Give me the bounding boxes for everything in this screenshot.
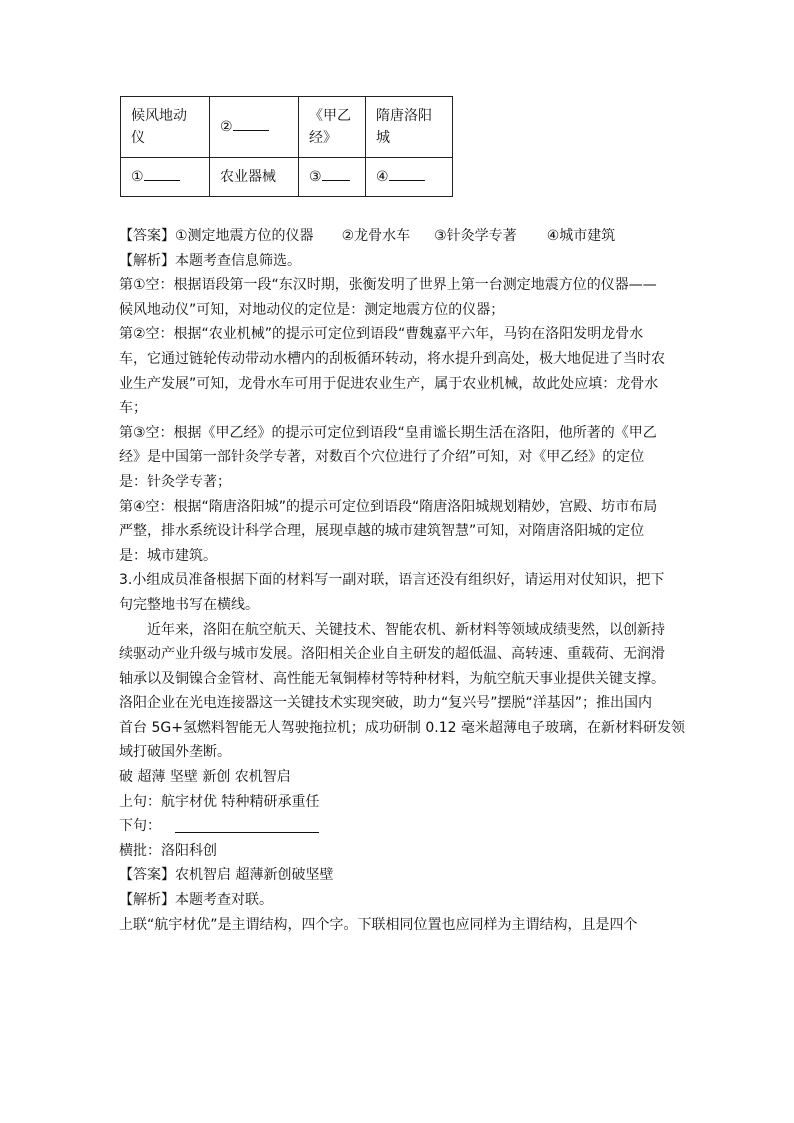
cell-text: ③ (309, 169, 322, 185)
analysis-label: 【解析】 (119, 252, 175, 269)
cell-text: 经》 (309, 130, 337, 146)
table-row (121, 158, 453, 197)
analysis-line: 是：城市建筑。 (119, 547, 217, 564)
answer-text: 农机智启 超薄新创破坚壁 (175, 867, 334, 884)
analysis-line: 经》是中国第一部针灸学专著，对数百个穴位进行了介绍”可知，对《甲乙经》的定位 (119, 449, 645, 466)
table-cell (210, 158, 299, 197)
question-line: 3.小组成员准备根据下面的材料写一副对联，语言还没有组织好，请运用对仗知识，把下 (119, 572, 665, 589)
answer-item: ④城市建筑 (546, 228, 616, 244)
answer-item: ②龙骨水车 (341, 228, 411, 244)
material-line: 近年来，洛阳在航空航天、关键技术、智能农机、新材料等领域成绩斐然，以创新持 (147, 621, 665, 638)
answer-item: ①测定地震方位的仪器 (175, 228, 314, 244)
table-cell (299, 97, 366, 158)
material-line: 洛阳企业在光电连接器这一关键技术实现突破，助力“复兴号”摆脱“洋基因”；推出国内 (119, 695, 653, 712)
cell-text: 候风地动仪 (131, 108, 187, 146)
analysis-intro: 本题考查信息筛选。 (175, 252, 301, 269)
fill-blank-line (322, 166, 350, 181)
answer-label: 【答案】 (119, 228, 175, 244)
analysis-line: 是：针灸学专著； (119, 473, 231, 490)
word-bank: 破 超薄 坚壁 新创 农机智启 (119, 769, 291, 786)
analysis-line: 候风地动仪”可知，对地动仪的定位是：测定地震方位的仪器； (119, 301, 505, 318)
table-cell (210, 97, 299, 158)
analysis-line: 第③空：根据《甲乙经》的提示可定位到语段“皇甫谧长期生活在洛阳，他所著的《甲乙 (119, 424, 657, 441)
answer-line (119, 863, 675, 888)
analysis-line: 第④空：根据“隋唐洛阳城”的提示可定位到语段“隋唐洛阳城规划精妙，宫殿、坊市布局 (119, 498, 658, 515)
table-cell (366, 97, 453, 158)
material-line: 首台 5G+氢燃料智能无人驾驶拖拉机；成功研制 0.12 毫米超薄电子玻璃，在新材料研发领 (119, 719, 686, 736)
analysis-line: 车，它通过链轮传动带动水槽内的刮板循环转动，将水提升到高处，极大地促进了当时农 (119, 350, 665, 367)
document-body (119, 224, 686, 937)
upper-couplet: 上句：航宇材优 特种精研承重任 (119, 793, 320, 810)
table-cell (121, 97, 210, 158)
question-line: 句完整地书写在横线。 (119, 596, 259, 613)
table-cell (299, 158, 366, 197)
answer-blank-line[interactable] (175, 816, 319, 833)
lower-couplet (119, 814, 675, 839)
analysis-line: 第①空：根据语段第一段“东汉时期，张衡发明了世界上第一台测定地震方位的仪器—— (119, 277, 657, 294)
analysis-line: 上联“航宇材优”是主谓结构，四个字。下联相同位置也应同样为主谓结构，且是四个 (119, 916, 638, 933)
cell-text: 农业器械 (220, 169, 276, 185)
cell-text: ④ (376, 169, 389, 185)
cell-text: ① (131, 169, 144, 185)
analysis-heading (119, 249, 675, 274)
fill-blank-line (144, 166, 180, 181)
analysis-intro: 本题考查对联。 (175, 892, 273, 909)
analysis-line: 车； (119, 400, 147, 417)
answer-item: ③针灸学专著 (434, 228, 517, 244)
analysis-line: 第②空：根据“农业机械”的提示可定位到语段“曹魏嘉平六年，马钧在洛阳发明龙骨水 (119, 326, 644, 343)
lower-couplet-label: 下句： (119, 818, 161, 835)
table-cell (121, 158, 210, 197)
material-line: 域打破国外垄断。 (119, 744, 231, 761)
table-row (121, 97, 453, 158)
analysis-line: 业生产发展”可知，龙骨水车可用于促进农业生产，属于农业机械，故此处应填：龙骨水 (119, 375, 659, 392)
banner: 横批：洛阳科创 (119, 842, 217, 859)
cell-text: 隋唐洛阳城 (376, 108, 432, 146)
cell-text: 《甲乙 (309, 108, 351, 124)
material-line: 续驱动产业升级与城市发展。洛阳相关企业自主研发的超低温、高转速、重载荷、无润滑 (119, 646, 665, 663)
info-table (120, 96, 453, 197)
analysis-heading (119, 888, 675, 913)
fill-blank-line (389, 166, 425, 181)
analysis-label: 【解析】 (119, 892, 175, 909)
table-cell (366, 158, 453, 197)
cell-text: ② (220, 119, 233, 135)
answer-line (119, 224, 675, 249)
analysis-line: 严整，排水系统设计科学合理，展现卓越的城市建筑智慧”可知，对隋唐洛阳城的定位 (119, 523, 645, 540)
answer-label: 【答案】 (119, 867, 175, 884)
fill-blank-line (233, 116, 269, 131)
material-line: 轴承以及铜镍合金管材、高性能无氧铜棒材等特种材料，为航空航天事业提供关键支撑。 (119, 670, 665, 687)
